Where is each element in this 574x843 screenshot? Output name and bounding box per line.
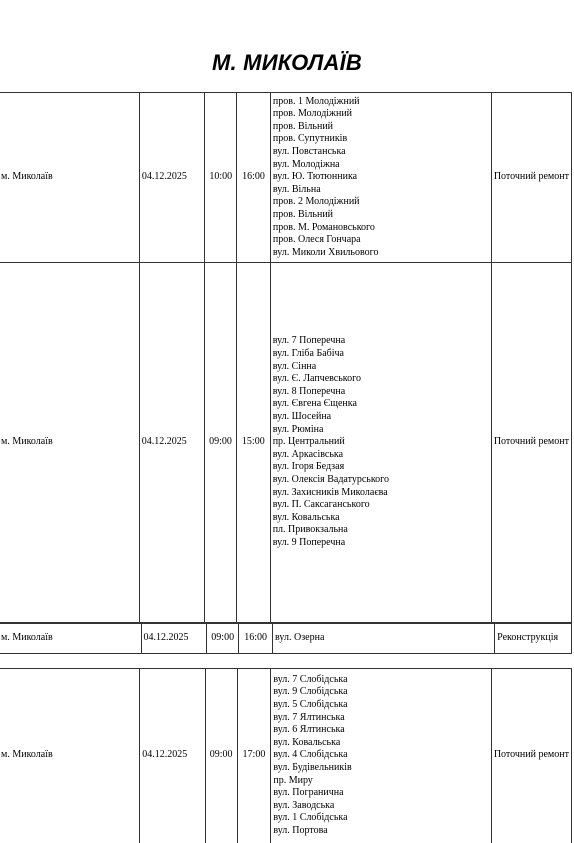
street-item: вул. Олексія Вадатурського <box>272 473 390 485</box>
table-row <box>0 669 572 843</box>
streets-cell <box>271 669 491 843</box>
work-type-cell: Реконструкція <box>495 624 572 654</box>
street-item: вул. Гліба Бабіча <box>272 348 344 360</box>
table-row <box>0 263 572 623</box>
street-item: вул. Будівельників <box>273 762 352 774</box>
street-item: вул. Рюміна <box>272 423 324 435</box>
street-item: пл. Привокзальна <box>272 524 348 536</box>
outage-table-1 <box>0 92 572 263</box>
outage-table-4 <box>0 668 572 843</box>
city-cell: м. Миколаїв <box>0 624 141 654</box>
street-item: вул. Повстанська <box>272 146 346 158</box>
end-time-cell: 16:00 <box>239 624 273 654</box>
street-item: вул. Ковальська <box>273 736 341 748</box>
street-item: вул. 9 Поперечна <box>272 536 346 548</box>
street-item: вул. 4 Слобідська <box>273 749 348 761</box>
street-item: вул. Євгена Єщенка <box>272 398 357 410</box>
street-item: вул. Ю. Тютюнника <box>272 171 358 183</box>
street-item: вул. Портова <box>273 825 328 837</box>
streets-cell <box>270 93 491 263</box>
street-item: вул. Захисників Миколаєва <box>272 486 388 498</box>
work-type-cell: Поточний ремонт <box>491 93 571 263</box>
date-cell: 04.12.2025 <box>139 263 204 623</box>
street-item: вул. 9 Слобідська <box>273 686 348 698</box>
start-time-cell: 09:00 <box>205 263 237 623</box>
end-time-cell: 15:00 <box>236 263 270 623</box>
street-item: вул. 8 Поперечна <box>272 385 346 397</box>
street-item: пров. М. Романовського <box>272 221 375 233</box>
date-cell: 04.12.2025 <box>141 624 207 654</box>
street-item: вул. Аркасівська <box>272 448 344 460</box>
street-item: вул. Вільна <box>272 183 321 195</box>
work-type-cell: Поточний ремонт <box>491 263 571 623</box>
work-type-cell: Поточний ремонт <box>491 669 571 843</box>
street-item: вул. Є. Лапчевського <box>272 373 362 385</box>
outage-table-3 <box>0 623 572 654</box>
street-item: вул. Ковальська <box>272 511 340 523</box>
street-item: вул. Шосейна <box>272 411 332 423</box>
street-item: пров. Вільний <box>272 120 334 132</box>
street-item: вул. Озерна <box>275 632 325 644</box>
street-item: вул. 7 Ялтинська <box>273 711 345 723</box>
street-item: пр. Миру <box>273 774 313 786</box>
streets-cell <box>270 263 491 623</box>
date-cell: 04.12.2025 <box>140 669 205 843</box>
street-item: пров. 2 Молодіжний <box>272 196 360 208</box>
street-item: вул. 6 Ялтинська <box>273 724 345 736</box>
street-item: вул. П. Саксаганського <box>272 499 370 511</box>
street-item: пров. Вільний <box>272 208 334 220</box>
start-time-cell: 10:00 <box>205 93 237 263</box>
streets-cell <box>273 624 495 654</box>
street-item: пр. Центральний <box>272 436 345 448</box>
street-item: вул. Погранична <box>273 787 344 799</box>
street-item: вул. Миколи Хвильового <box>272 246 379 258</box>
street-item: пров. Олеся Гончара <box>272 234 361 246</box>
street-item: пров. Молодіжний <box>272 108 353 120</box>
street-item: вул. 7 Поперечна <box>272 335 346 347</box>
street-item: вул. 5 Слобідська <box>273 699 348 711</box>
table-row <box>0 624 572 654</box>
street-item: пров. 1 Молодіжний <box>272 95 360 107</box>
page-title: М. МИКОЛАЇВ <box>212 50 362 75</box>
street-item: вул. Ігоря Бедзая <box>272 461 345 473</box>
end-time-cell: 17:00 <box>237 669 271 843</box>
start-time-cell: 09:00 <box>207 624 239 654</box>
street-item: вул. Заводська <box>273 799 335 811</box>
street-item: вул. 1 Слобідська <box>273 812 348 824</box>
date-cell: 04.12.2025 <box>139 93 204 263</box>
street-item: вул. Сінна <box>272 360 317 372</box>
city-cell: м. Миколаїв <box>0 93 139 263</box>
street-item: вул. Молодіжна <box>272 158 340 170</box>
table-row <box>0 93 572 263</box>
city-cell: м. Миколаїв <box>0 669 140 843</box>
city-cell: м. Миколаїв <box>0 263 139 623</box>
end-time-cell: 16:00 <box>237 93 271 263</box>
street-item: вул. 7 Слобідська <box>273 673 348 685</box>
start-time-cell: 09:00 <box>205 669 237 843</box>
outage-table-2 <box>0 262 572 623</box>
street-item: пров. Супутників <box>272 133 348 145</box>
